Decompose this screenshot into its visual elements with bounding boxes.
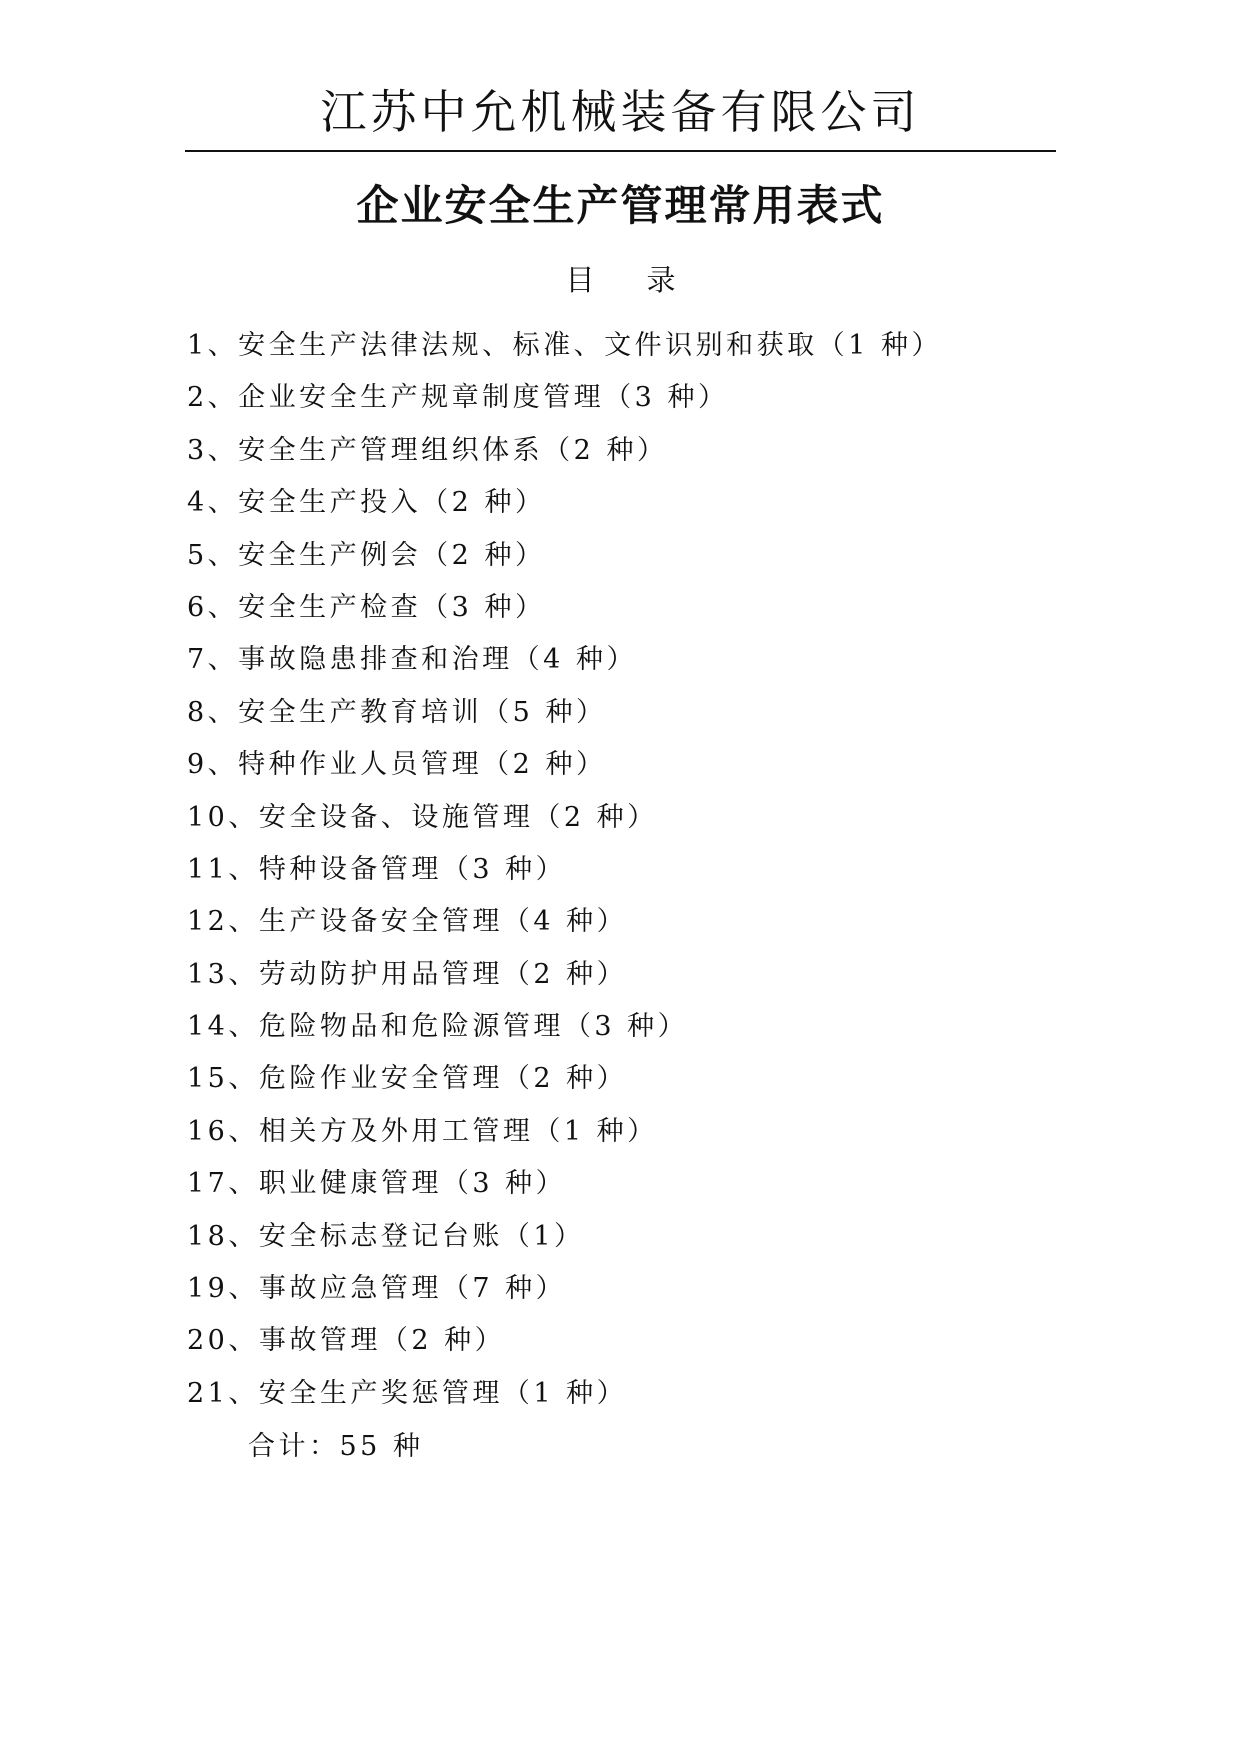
toc-item: 3、安全生产管理组织体系（2 种） <box>187 434 668 466</box>
toc-item: 12、生产设备安全管理（4 种） <box>187 906 628 938</box>
toc-item: 15、危险作业安全管理（2 种） <box>187 1063 628 1095</box>
company-name: 江苏中允机械装备有限公司 <box>320 85 921 139</box>
toc-item: 7、事故隐患排查和治理（4 种） <box>187 644 637 676</box>
toc-item: 14、危险物品和危险源管理（3 种） <box>187 1011 689 1043</box>
toc-item: 8、安全生产教育培训（5 种） <box>187 696 607 728</box>
toc-item: 20、事故管理（2 种） <box>187 1325 506 1357</box>
toc-item: 16、相关方及外用工管理（1 种） <box>187 1115 658 1147</box>
toc-item: 11、特种设备管理（3 种） <box>187 853 567 885</box>
toc-heading <box>185 260 1056 300</box>
toc-item: 9、特种作业人员管理（2 种） <box>187 749 607 781</box>
toc-item: 1、安全生产法律法规、标准、文件识别和获取（1 种） <box>187 330 942 361</box>
toc-item: 21、安全生产奖惩管理（1 种） <box>187 1377 628 1409</box>
toc-item: 10、安全设备、设施管理（2 种） <box>187 801 658 833</box>
toc-heading-char-1: 目 <box>565 263 595 297</box>
toc-item: 2、企业安全生产规章制度管理（3 种） <box>187 382 729 414</box>
total-count: 合计：55 种 <box>248 1431 424 1462</box>
toc-item: 19、事故应急管理（7 种） <box>187 1273 567 1305</box>
toc-item: 17、职业健康管理（3 种） <box>187 1168 567 1200</box>
toc-item: 18、安全标志登记台账（1） <box>187 1220 585 1252</box>
toc-heading-char-2: 录 <box>646 263 676 297</box>
toc-list <box>187 326 1067 1426</box>
toc-item: 4、安全生产投入（2 种） <box>187 487 546 519</box>
toc-item: 13、劳动防护用品管理（2 种） <box>187 958 628 990</box>
toc-item: 5、安全生产例会（2 种） <box>187 539 546 571</box>
document-title: 企业安全生产管理常用表式 <box>356 181 885 230</box>
header-divider <box>185 150 1056 152</box>
toc-item: 6、安全生产检查（3 种） <box>187 591 546 623</box>
